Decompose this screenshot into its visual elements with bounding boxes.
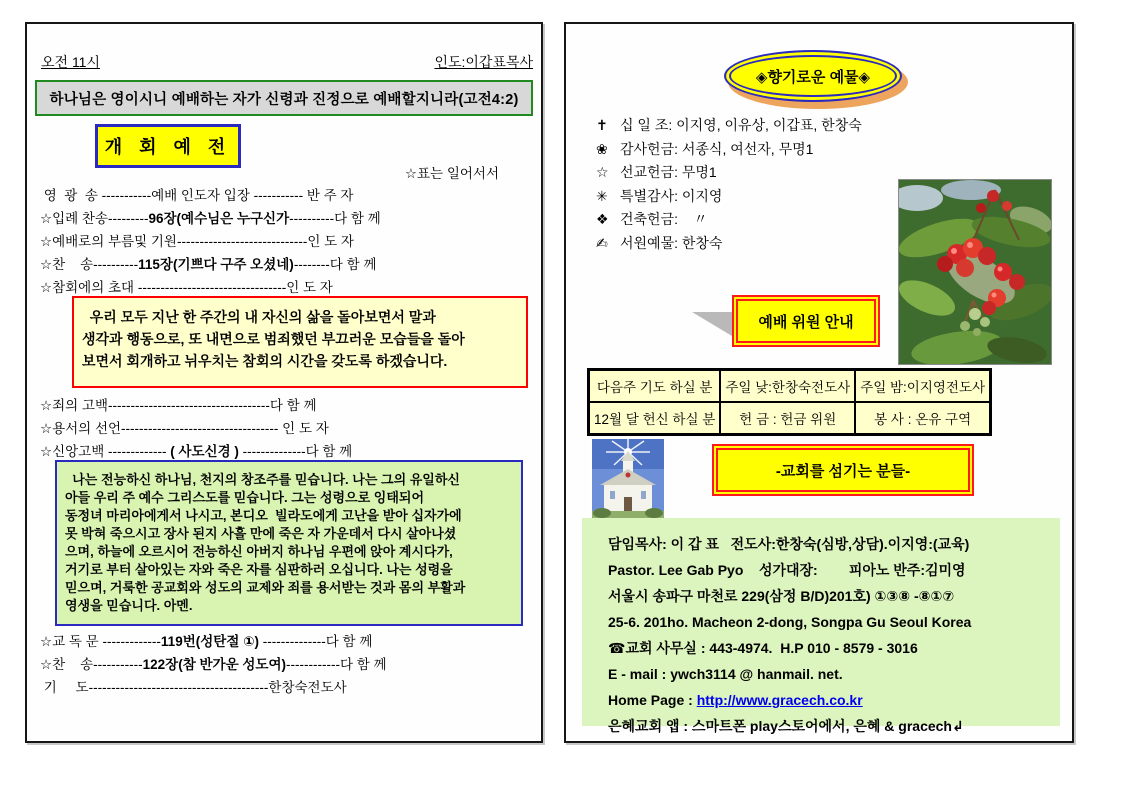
order-list-confession: [40, 394, 535, 463]
info-homepage-line: [608, 687, 1060, 713]
text-line: 믿으며, 거룩한 공교회와 성도의 교제와 죄를 용서받는 것과 몸의 부활과: [65, 580, 466, 595]
table-cell: 12월 달 헌신 하실 분: [589, 402, 721, 435]
text-line: 보면서 회개하고 뉘우치는 참회의 시간을 갖도록 하겠습니다.: [82, 353, 448, 369]
serving-label: -교회를 섬기는 분들-: [775, 462, 911, 480]
table-cell: 주일 낮:한창숙전도사: [720, 370, 855, 403]
serving-callout: [712, 444, 974, 496]
worship-committee-table: [587, 368, 992, 436]
order-line-text: ☆용서의 선언----------------------------------- 인 도 자: [40, 421, 329, 436]
text-line: 못 박혀 죽으시고 장사 된지 사흘 만에 죽은 자 가운데서 다시 살아나셨: [65, 526, 457, 541]
offering-row: [596, 138, 862, 162]
berries-photo: [898, 179, 1052, 365]
order-line: [40, 653, 535, 676]
opening-section-label: 개 회 예 전: [104, 137, 232, 157]
info-address-kr-line: 서울시 송파구 마천로 229(삼정 B/D)201호) ①③⑧ -⑧①⑦: [608, 588, 955, 604]
offerings-list: [596, 114, 862, 255]
text-line: 영생을 믿습니다. 아멘.: [65, 598, 193, 613]
order-line-bold-text: 115장(기쁘다 구주 오셨네): [138, 257, 294, 272]
order-line-bold-text: 96장(예수님은 누구신가: [148, 211, 290, 226]
table-row: [589, 402, 991, 435]
homepage-label: Home Page :: [608, 692, 697, 708]
text-line: 생각과 행동으로, 또 내면으로 범죄했던 부끄러운 모습들을 돌아: [82, 331, 465, 347]
order-line-text: ☆죄의 고백------------------------------------다 함 께: [40, 398, 317, 413]
page-right: [564, 22, 1074, 743]
church-icon: [590, 436, 666, 528]
info-email-line: E - mail : ywch3114 @ hanmail. net.: [608, 666, 843, 682]
order-line-text: ☆입례 찬송---------: [40, 211, 149, 226]
order-line-text: ------------다 함 께: [286, 657, 387, 672]
info-app-line: 은혜교회 앱 : 스마트폰 play스토어에서, 은혜 & gracech↲: [608, 718, 964, 734]
offering-label: 서원예물: 한창숙: [620, 234, 723, 251]
table-cell: 봉 사 : 온유 구역: [855, 402, 990, 435]
order-line-bold-text: ( 사도신경 ): [170, 444, 239, 459]
church-info-lines: [582, 518, 1060, 739]
verse-box: [35, 80, 533, 116]
table-cell: 헌 금 : 헌금 위원: [720, 402, 855, 435]
church-image: [592, 438, 664, 526]
offering-label: 선교헌금: 무명1: [620, 164, 717, 180]
text-line: 거기로 부터 살아있는 자와 죽은 자를 심판하러 오십니다. 나는 성령을: [65, 562, 453, 577]
creed-lines: [65, 471, 517, 615]
order-line-text: ☆찬 송----------: [40, 257, 139, 272]
offering-row: [596, 208, 862, 232]
offering-row: [596, 232, 862, 256]
text-line: 으며, 하늘에 오르시어 전능하신 아버지 하나님 우편에 앉아 계시다가,: [65, 544, 453, 559]
text-line: 우리 모두 지난 한 주간의 내 자신의 삶을 돌아보면서 말과: [82, 309, 436, 325]
order-line-bold-text: 122장(참 반가운 성도여): [142, 657, 286, 672]
opening-section-title: [95, 124, 241, 168]
committee-label: 예배 위원 안내: [758, 313, 854, 331]
order-line: [40, 184, 535, 207]
service-time: 오전 11시: [41, 54, 100, 70]
hand-bullet: ✍: [596, 234, 608, 251]
text-line: 아들 우리 주 예수 그리스도를 믿습니다. 그는 성령으로 잉태되어: [65, 490, 425, 505]
offering-row: [596, 114, 862, 138]
offering-row: [596, 185, 862, 209]
confession-box: [72, 296, 528, 388]
page-left: [25, 22, 543, 743]
offering-label: 감사헌금: 서종식, 여선자, 무명1: [620, 140, 814, 157]
verse-text: 하나님은 영이시니 예배하는 자가 신령과 진정으로 예배할지니라(고전4:2): [49, 91, 519, 108]
cross-bullet: ✝: [596, 117, 608, 133]
order-line: [40, 676, 535, 699]
order-line: [40, 253, 535, 276]
order-line: [40, 394, 535, 417]
info-staff-line: Pastor. Lee Gab Pyo 성가대장: 피아노 반주:김미영: [608, 562, 966, 578]
table-row: [589, 370, 991, 403]
order-list-opening: [40, 184, 535, 299]
order-line-text: ☆교 독 문 -------------: [40, 634, 161, 649]
offerings-title-badge: [724, 50, 902, 102]
offering-row: [596, 161, 862, 185]
text-line: 나는 전능하신 하나님, 천지의 창조주를 믿습니다. 나는 그의 유일하신: [65, 472, 460, 487]
stand-note: ☆표는 일어서서: [404, 166, 499, 181]
committee-label-shadow: [692, 312, 732, 336]
order-list-closing: [40, 630, 535, 699]
order-line-text: --------다 함 께: [293, 257, 377, 272]
offerings-title: ◈향기로운 예물◈: [755, 68, 871, 86]
order-line-text: ☆찬 송-----------: [40, 657, 143, 672]
order-line-text: ☆신앙고백 -------------: [40, 444, 171, 459]
order-line-text: --------------다 함 께: [259, 634, 373, 649]
order-line: [40, 417, 535, 440]
info-pastor-line: 담임목사: 이 갑 표 전도사:한창숙(심방,상담).이지영:(교육): [608, 536, 970, 552]
order-line: [40, 230, 535, 253]
star-bullet: ☆: [596, 164, 609, 180]
order-line-text: 영 광 송 -----------예배 인도자 입장 ----------- 반 주 자: [40, 188, 354, 203]
offering-label: 특별감사: 이지영: [620, 187, 723, 204]
offering-label: 건축헌금: 〃: [620, 211, 708, 227]
flower-bullet: ❀: [596, 140, 608, 157]
order-line-text: --------------다 함 께: [238, 444, 353, 459]
worship-committee-table-body: [589, 370, 991, 435]
creed-box: [55, 460, 523, 626]
diamond-bullet: ❖: [596, 211, 609, 227]
church-info-box: [582, 518, 1060, 734]
order-line-bold-text: 119번(성탄절 ①): [160, 634, 260, 649]
order-line: [40, 207, 535, 230]
order-line-text: ☆참회에의 초대 ---------------------------------인 도 자: [40, 280, 333, 295]
order-line-text: ☆예배로의 부름및 기원-----------------------------인 도 자: [40, 234, 354, 249]
order-line-text: ----------다 함 께: [289, 211, 381, 226]
service-leader: 인도:이갑표목사: [434, 54, 533, 70]
asterisk-bullet: ✳: [596, 187, 608, 204]
offering-label: 십 일 조: 이지영, 이유상, 이갑표, 한창숙: [620, 117, 862, 133]
service-header: [41, 52, 533, 72]
info-phone-line: ☎교회 사무실 : 443-4974. H.P 010 - 8579 - 3016: [608, 640, 918, 656]
table-cell: 주일 밤:이지영전도사: [855, 370, 990, 403]
committee-callout: [732, 295, 880, 347]
homepage-link[interactable]: http://www.gracech.co.kr: [696, 692, 863, 708]
table-cell: 다음주 기도 하실 분: [589, 370, 721, 403]
berries-image: [899, 180, 1051, 364]
info-address-en-line: 25-6. 201ho. Macheon 2-dong, Songpa Gu Seoul Korea: [608, 614, 972, 630]
confession-lines: [82, 306, 520, 372]
order-line-text: 기 도----------------------------------------한창숙전도사: [40, 680, 347, 695]
order-line: [40, 630, 535, 653]
text-line: 동정녀 마리아에게서 나시고, 본디오 빌라도에게 고난을 받아 십자가에: [65, 508, 462, 523]
